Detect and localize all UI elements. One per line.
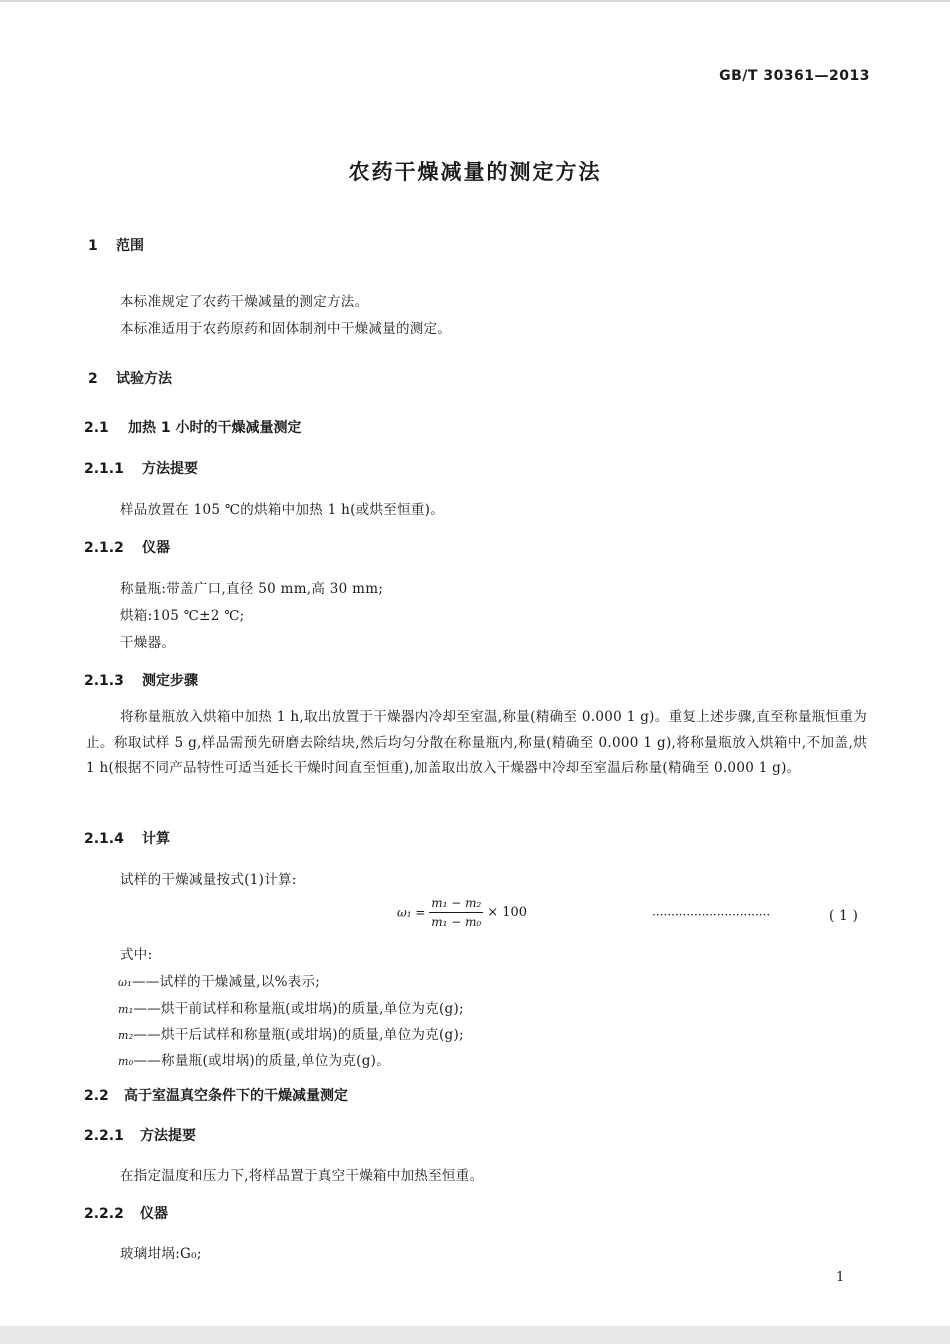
where-label: 式中: [120,947,153,963]
section-2-1-2-heading [84,537,170,557]
page-number: 1 [836,1270,845,1285]
section-2-1-number: 2.1 [84,420,109,436]
section-2-2-1-number: 2.2.1 [84,1128,124,1144]
section-2-1-4-number: 2.1.4 [84,831,124,847]
formula-fraction [429,896,483,929]
formula-lhs: ω₁ = [397,905,426,920]
symbol-text: ——称量瓶(或坩埚)的质量,单位为克(g)。 [133,1053,391,1069]
section-1-heading [88,235,144,255]
formula-label: ( 1 ) [829,908,859,924]
document-title: 农药干燥减量的测定方法 [348,160,602,184]
section-2-1-1-heading [84,458,198,478]
standard-code: GB/T 30361—2013 [719,68,870,84]
symbol: m₂ [118,1029,134,1042]
calculation-intro: 试样的干燥减量按式(1)计算: [120,872,297,888]
section-2-2-1-heading [84,1125,196,1145]
apparatus-item-crucible: 玻璃坩埚:G₀; [120,1246,202,1262]
section-2-1-title: 加热 1 小时的干燥减量测定 [128,420,302,436]
formula [397,896,527,929]
section-2-2-2-heading [84,1203,168,1223]
symbol-definition [118,1049,390,1069]
formula-leader-dots: ······························· [652,908,771,922]
section-2-2-2-number: 2.2.2 [84,1206,124,1222]
section-2-2-1-title: 方法提要 [140,1128,196,1144]
apparatus-item-2: 烘箱:105 ℃±2 ℃; [120,608,245,624]
section-2-1-1-number: 2.1.1 [84,461,124,477]
section-2-1-4-title: 计算 [142,831,170,847]
section-2-1-1-title: 方法提要 [142,461,198,477]
section-2-2-heading [84,1085,348,1105]
symbol-definition [118,1023,464,1043]
section-1-number: 1 [88,238,98,254]
viewer-bottom-band [0,1326,950,1344]
procedure-paragraph: 将称量瓶放入烘箱中加热 1 h,取出放置于干燥器内冷却至室温,称量(精确至 0.000 1 g)。重复上述步骤,直至称量瓶恒重为止。称取试样 5 g,样品需预先研磨去除结块,然后均匀分散在称量瓶内,称量(精确至 0.000 1 g),将称量瓶放入烘箱中,不加盖,烘 1 h(根据不同产品特性可适当延长干燥时间直至恒重),加盖取出放入干燥器中冷却至室温后称量(精确至 0.000 1 g)。 [86,709,867,777]
symbol: m₀ [118,1055,134,1068]
apparatus-item-1: 称量瓶:带盖广口,直径 50 mm,高 30 mm; [120,581,384,597]
section-2-1-1-paragraph: 样品放置在 105 ℃的烘箱中加热 1 h(或烘至恒重)。 [120,502,445,518]
section-2-1-4-heading [84,828,170,848]
symbol: ω₁ [118,976,132,989]
section-2-2-1-paragraph: 在指定温度和压力下,将样品置于真空干燥箱中加热至恒重。 [120,1168,484,1184]
section-1-paragraph-2: 本标准适用于农药原药和固体制剂中干燥减量的测定。 [120,321,452,337]
section-2-1-heading [84,417,302,437]
section-2-title: 试验方法 [116,371,172,387]
section-2-1-2-title: 仪器 [142,540,170,556]
symbol: m₁ [118,1003,134,1016]
section-1-title: 范围 [116,238,144,254]
section-2-1-3-number: 2.1.3 [84,673,124,689]
formula-numerator: m₁ − m₂ [429,896,483,913]
section-2-1-3-heading [84,670,198,690]
section-2-heading [88,368,172,388]
section-2-number: 2 [88,371,98,387]
symbol-definition [118,970,320,990]
formula-multiplier: × 100 [487,905,528,920]
symbol-text: ——试样的干燥减量,以%表示; [131,974,321,990]
section-1-paragraph-1: 本标准规定了农药干燥减量的测定方法。 [120,294,369,310]
section-2-2-title: 高于室温真空条件下的干燥减量测定 [124,1088,348,1104]
section-2-1-2-number: 2.1.2 [84,540,124,556]
symbol-definition [118,997,464,1017]
symbol-text: ——烘干后试样和称量瓶(或坩埚)的质量,单位为克(g); [133,1027,464,1043]
formula-denominator: m₁ − m₀ [431,915,482,929]
apparatus-item-3: 干燥器。 [120,635,176,651]
section-2-2-2-title: 仪器 [140,1206,168,1222]
symbol-text: ——烘干前试样和称量瓶(或坩埚)的质量,单位为克(g); [133,1001,464,1017]
section-2-1-3-title: 测定步骤 [142,673,198,689]
section-2-2-number: 2.2 [84,1088,109,1104]
